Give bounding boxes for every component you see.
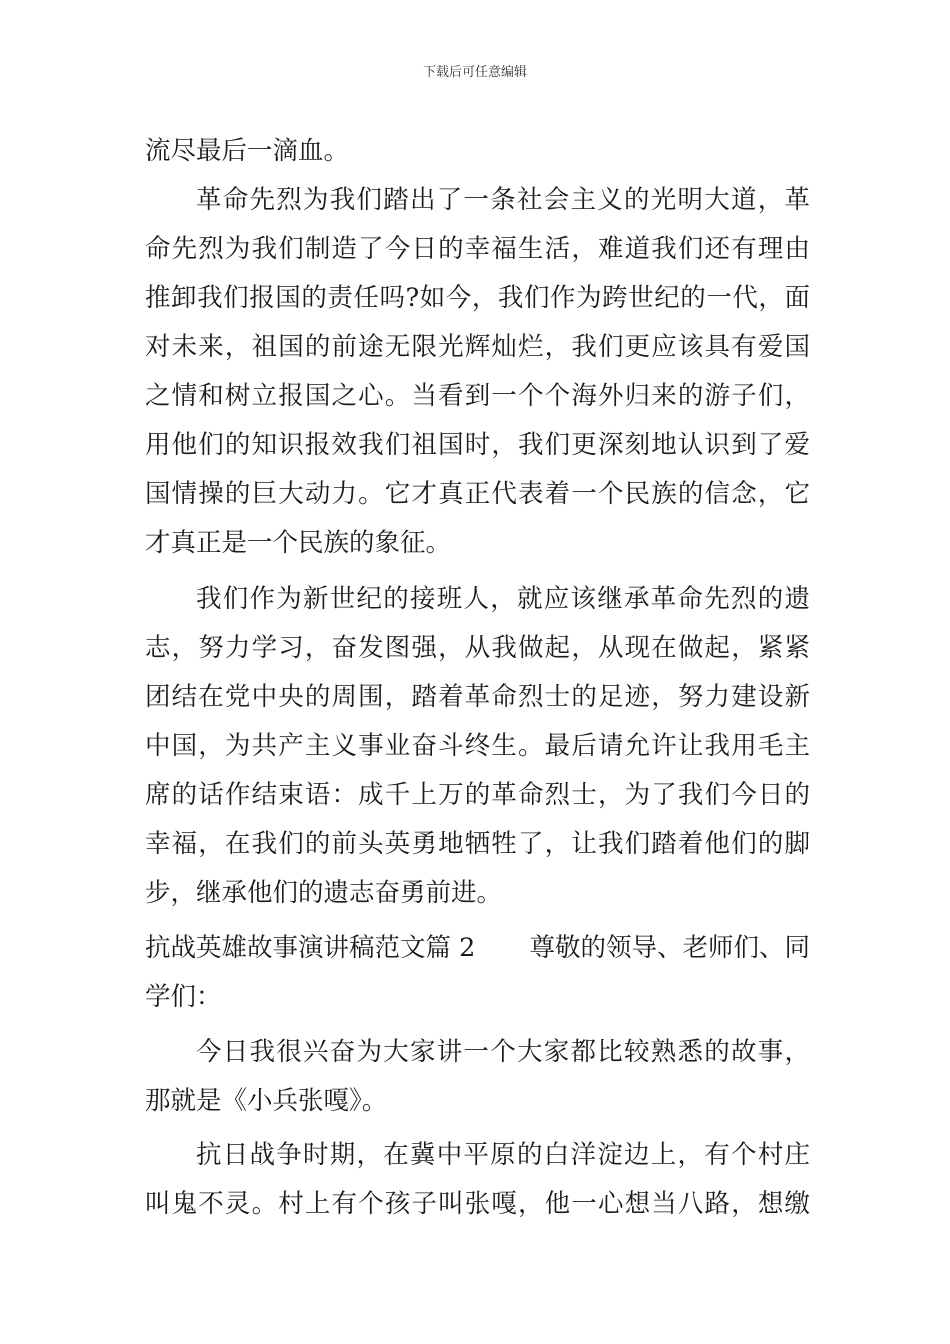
page-header: 下载后可任意编辑 [422, 65, 527, 80]
text-line: 今日我很兴奋为大家讲一个大家都比较熟悉的故事， [196, 1037, 810, 1067]
section-title: 抗战英雄故事演讲稿范文篇 2 [145, 933, 476, 963]
text-line: 推卸我们报国的责任吗?如今，我们作为跨世纪的一代，面 [145, 283, 810, 313]
text-line: 用他们的知识报效我们祖国时，我们更深刻地认识到了爱 [145, 430, 810, 460]
text-line: 抗日战争时期，在冀中平原的白洋淀边上，有个村庄 [196, 1140, 810, 1170]
text-line: 我们作为新世纪的接班人，就应该继承革命先烈的遗 [196, 584, 810, 614]
text-line: 团结在党中央的周围，踏着革命烈士的足迹，努力建设新 [145, 682, 810, 712]
text-line: 革命先烈为我们踏出了一条社会主义的光明大道，革 [196, 185, 810, 215]
text-line: 流尽最后一滴血。 [145, 136, 350, 166]
text-line: 那就是《小兵张嘎》。 [145, 1086, 388, 1116]
text-line: 志，努力学习，奋发图强，从我做起，从现在做起，紧紧 [145, 633, 810, 663]
text-line: 叫鬼不灵。村上有个孩子叫张嘎，他一心想当八路，想缴 [145, 1189, 810, 1219]
text-line: 对未来，祖国的前途无限光辉灿烂，我们更应该具有爱国 [145, 332, 810, 362]
text-line: 席的话作结束语：成千上万的革命烈士，为了我们今日的 [145, 780, 810, 810]
text-line: 国情操的巨大动力。它才真正代表着一个民族的信念，它 [145, 479, 810, 509]
text-line: 才真正是一个民族的象征。 [145, 528, 452, 558]
text-line: 命先烈为我们制造了今日的幸福生活，难道我们还有理由 [145, 234, 810, 264]
text-line: 之情和树立报国之心。当看到一个个海外归来的游子们， [145, 381, 810, 411]
section-greeting: 尊敬的领导、老师们、同 [529, 933, 810, 963]
text-line: 学们： [145, 982, 222, 1012]
text-line: 步，继承他们的遗志奋勇前进。 [145, 878, 503, 908]
text-line: 中国，为共产主义事业奋斗终生。最后请允许让我用毛主 [145, 731, 810, 761]
section-heading [145, 930, 810, 966]
text-line: 幸福，在我们的前头英勇地牺牲了，让我们踏着他们的脚 [145, 829, 810, 859]
